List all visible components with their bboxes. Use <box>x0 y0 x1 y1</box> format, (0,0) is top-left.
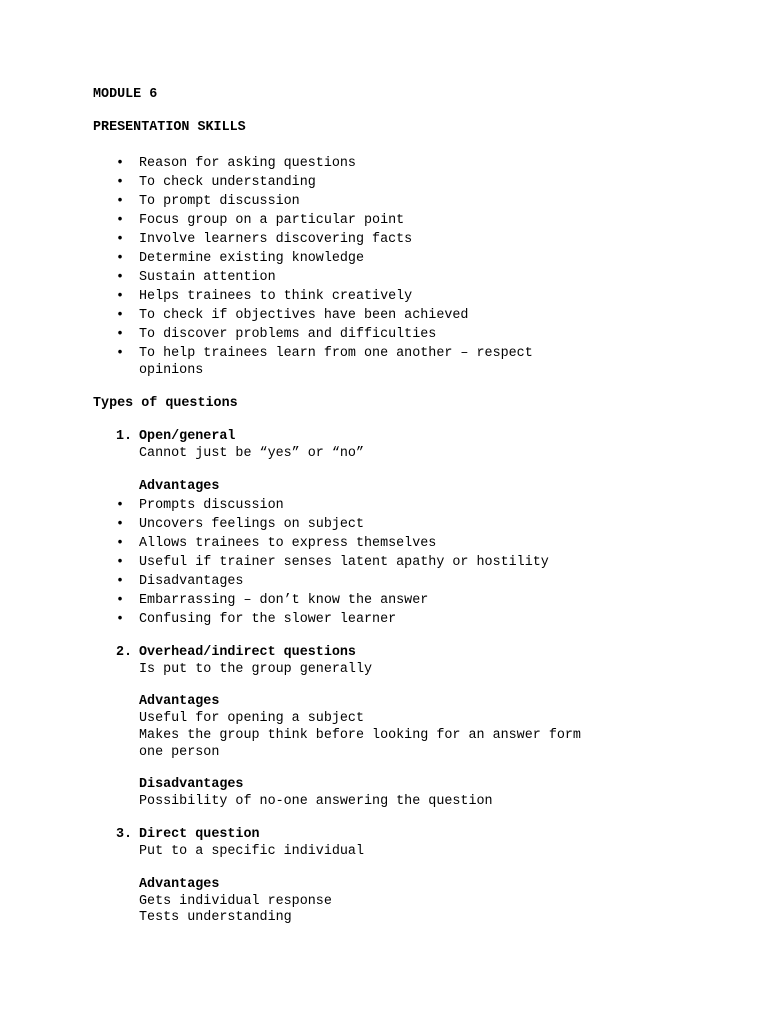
bullet-icon: • <box>115 346 125 361</box>
module-title: MODULE 6 <box>93 87 158 102</box>
text-line: one person <box>139 745 220 760</box>
item-number: 2. <box>116 645 133 660</box>
bullet-icon: • <box>115 232 125 247</box>
list-item: To discover problems and difficulties <box>139 327 437 342</box>
item-title: Direct question <box>139 827 260 842</box>
bullet-icon: • <box>115 289 125 304</box>
types-heading: Types of questions <box>93 396 238 411</box>
list-item: Reason for asking questions <box>139 156 356 171</box>
advantages-heading: Advantages <box>139 694 220 709</box>
text-line: Possibility of no-one answering the question <box>139 794 493 809</box>
bullet-icon: • <box>115 156 125 171</box>
item-description: Is put to the group generally <box>139 662 373 677</box>
bullet-icon: • <box>115 327 125 342</box>
item-description: Cannot just be “yes” or “no” <box>139 446 364 461</box>
list-item: Disadvantages <box>139 574 244 589</box>
disadvantages-heading: Disadvantages <box>139 777 244 792</box>
list-item: Prompts discussion <box>139 498 284 513</box>
list-item: Sustain attention <box>139 270 276 285</box>
list-item: To prompt discussion <box>139 194 300 209</box>
list-item: Determine existing knowledge <box>139 251 364 266</box>
text-line: Gets individual response <box>139 894 332 909</box>
list-item: To check understanding <box>139 175 316 190</box>
advantages-heading: Advantages <box>139 877 220 892</box>
bullet-icon: • <box>115 517 125 532</box>
text-line: Useful for opening a subject <box>139 711 364 726</box>
bullet-icon: • <box>115 593 125 608</box>
text-line: Makes the group think before looking for an answer form <box>139 728 581 743</box>
section-title: PRESENTATION SKILLS <box>93 120 246 135</box>
bullet-icon: • <box>115 251 125 266</box>
bullet-icon: • <box>115 194 125 209</box>
list-item: Useful if trainer senses latent apathy or hostility <box>139 555 549 570</box>
bullet-icon: • <box>115 536 125 551</box>
bullet-icon: • <box>115 574 125 589</box>
list-item: Focus group on a particular point <box>139 213 405 228</box>
list-item: Confusing for the slower learner <box>139 612 397 627</box>
bullet-icon: • <box>115 270 125 285</box>
advantages-heading: Advantages <box>139 479 220 494</box>
bullet-icon: • <box>115 213 125 228</box>
list-item: Uncovers feelings on subject <box>139 517 364 532</box>
list-item: Involve learners discovering facts <box>139 232 413 247</box>
item-title: Overhead/indirect questions <box>139 645 356 660</box>
bullet-icon: • <box>115 308 125 323</box>
item-number: 3. <box>116 827 133 842</box>
list-item-continuation: opinions <box>139 363 204 378</box>
item-description: Put to a specific individual <box>139 844 364 859</box>
item-number: 1. <box>116 429 133 444</box>
bullet-icon: • <box>115 175 125 190</box>
text-line: Tests understanding <box>139 910 292 925</box>
item-title: Open/general <box>139 429 236 444</box>
list-item: To check if objectives have been achieved <box>139 308 469 323</box>
bullet-icon: • <box>115 555 125 570</box>
list-item: Helps trainees to think creatively <box>139 289 413 304</box>
bullet-icon: • <box>115 498 125 513</box>
bullet-icon: • <box>115 612 125 627</box>
list-item: To help trainees learn from one another – respect <box>139 346 533 361</box>
list-item: Allows trainees to express themselves <box>139 536 437 551</box>
list-item: Embarrassing – don’t know the answer <box>139 593 429 608</box>
